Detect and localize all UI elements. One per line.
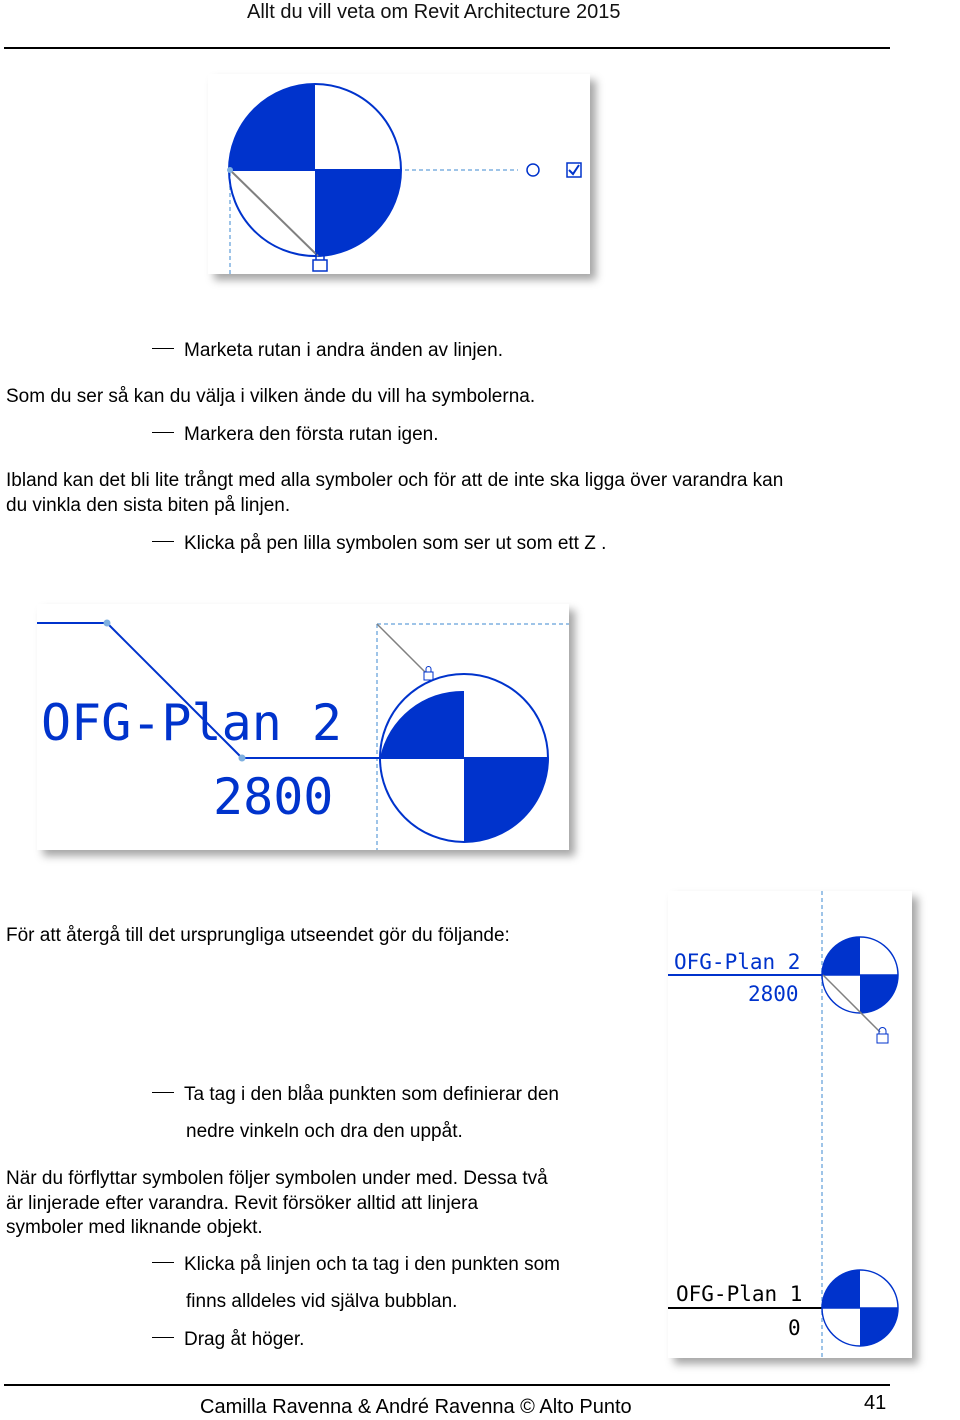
kinked-leader-illustration <box>37 604 569 850</box>
bullet-dash <box>152 1337 174 1338</box>
step-mark-box: Marketa rutan i andra änden av linjen. <box>152 338 503 363</box>
bullet-dash <box>152 1092 174 1093</box>
paragraph-alignment-line2: är linjerade efter varandra. Revit försöker alltid att linjera <box>6 1193 479 1214</box>
lower-plan-name-label: OFG-Plan 1 <box>676 1282 803 1306</box>
paragraph-crowded-line1: Ibland kan det bli lite trångt med alla symboler och för att de inte ska ligga över varandra kan <box>6 470 784 491</box>
step-click-line-point: Klicka på linjen och ta tag i den punkten som <box>152 1252 560 1277</box>
paragraph-alignment-line3: symboler med liknande objekt. <box>6 1217 263 1238</box>
step-drag-blue-point: Ta tag i den blåa punkten som definierar den <box>152 1082 559 1107</box>
lower-elevation-label: 0 <box>788 1316 801 1340</box>
paragraph-restore: För att återgå till det ursprungliga utseendet gör du följande: <box>6 925 510 946</box>
footer-credit: Camilla Ravenna & André Ravenna © Alto Punto <box>200 1396 632 1418</box>
figure-elevation-symbol-checkbox <box>208 74 590 274</box>
page-number: 41 <box>864 1392 887 1414</box>
bullet-dash <box>152 541 174 542</box>
elevation-symbol-illustration <box>208 74 590 274</box>
figure-aligned-levels <box>668 891 912 1358</box>
bullet-dash <box>152 1262 174 1263</box>
page-header-title: Allt du vill veta om Revit Architecture 2015 <box>247 1 621 23</box>
step-select-first-box: Markera den första rutan igen. <box>152 422 439 447</box>
paragraph-symbol-ends: Som du ser så kan du välja i vilken ände du vill ha symbolerna. <box>6 386 536 407</box>
step-click-line-point-line2: finns alldeles vid själva bubblan. <box>186 1291 458 1312</box>
upper-elevation-label: 2800 <box>748 982 799 1006</box>
plan-name-label: OFG-Plan 2 <box>41 694 343 752</box>
aligned-levels-illustration <box>668 891 912 1358</box>
header-rule <box>4 47 890 49</box>
paragraph-crowded-line2: du vinkla den sista biten på linjen. <box>6 495 291 516</box>
bullet-dash <box>152 432 174 433</box>
step-drag-blue-point-line2: nedre vinkeln och dra den uppåt. <box>186 1121 463 1142</box>
bullet-dash <box>152 348 174 349</box>
step-click-z-symbol: Klicka på pen lilla symbolen som ser ut som ett Z . <box>152 531 606 556</box>
step-drag-right: Drag åt höger. <box>152 1327 304 1352</box>
elevation-label: 2800 <box>213 768 334 826</box>
upper-plan-name-label: OFG-Plan 2 <box>674 950 801 974</box>
paragraph-alignment-line1: När du förflyttar symbolen följer symbolen under med. Dessa två <box>6 1168 548 1189</box>
footer-rule <box>4 1384 890 1386</box>
figure-kinked-leader <box>37 604 569 850</box>
